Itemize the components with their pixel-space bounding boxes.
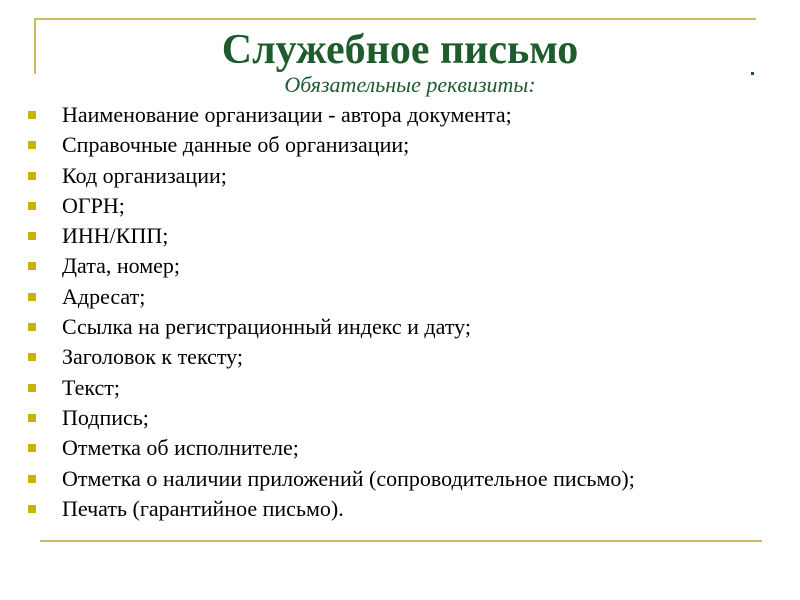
list-item [28, 464, 635, 494]
list-item-text: Код организации; [62, 162, 227, 188]
square-bullet-icon [28, 414, 36, 422]
list-item [28, 403, 635, 433]
square-bullet-icon [28, 232, 36, 240]
list-item [28, 312, 635, 342]
list-item [28, 221, 635, 251]
list-item [28, 100, 635, 130]
list-item-text: ИНН/КПП; [62, 223, 169, 249]
list-item [28, 161, 635, 191]
list-item [28, 433, 635, 463]
square-bullet-icon [28, 202, 36, 210]
list-item-text: Адресат; [62, 283, 146, 309]
list-item-text: Ссылка на регистрационный индекс и дату; [62, 314, 471, 340]
list-item-text: Дата, номер; [62, 253, 181, 279]
square-bullet-icon [28, 262, 36, 270]
list-item-text: Текст; [62, 374, 120, 400]
square-bullet-icon [28, 323, 36, 331]
square-bullet-icon [28, 384, 36, 392]
square-bullet-icon [28, 444, 36, 452]
list-item [28, 130, 635, 160]
square-bullet-icon [28, 353, 36, 361]
square-bullet-icon [28, 111, 36, 119]
frame-bottom-rule [40, 540, 762, 542]
slide-subtitle: Обязательные реквизиты: [284, 72, 536, 97]
square-bullet-icon [28, 172, 36, 180]
square-bullet-icon [28, 293, 36, 301]
list-item [28, 282, 635, 312]
list-item [28, 191, 635, 221]
list-item-text: Подпись; [62, 404, 149, 430]
requisites-list [28, 100, 635, 524]
list-item-text: Отметка об исполнителе; [62, 435, 299, 461]
frame-top-rule [34, 18, 756, 20]
list-item-text: ОГРН; [62, 192, 125, 218]
slide-title: Служебное письмо [221, 27, 579, 73]
list-item-text: Заголовок к тексту; [62, 344, 243, 370]
list-item-text: Отметка о наличии приложений (сопроводительное письмо); [62, 465, 635, 491]
square-bullet-icon [28, 505, 36, 513]
list-item [28, 494, 635, 524]
list-item-text: Печать (гарантийное письмо). [62, 495, 344, 521]
square-bullet-icon [28, 141, 36, 149]
list-item [28, 342, 635, 372]
list-item [28, 251, 635, 281]
list-item [28, 373, 635, 403]
list-item-text: Наименование организации - автора документа; [62, 102, 512, 127]
list-item-text: Справочные данные об организации; [62, 132, 410, 158]
square-bullet-icon [28, 475, 36, 483]
